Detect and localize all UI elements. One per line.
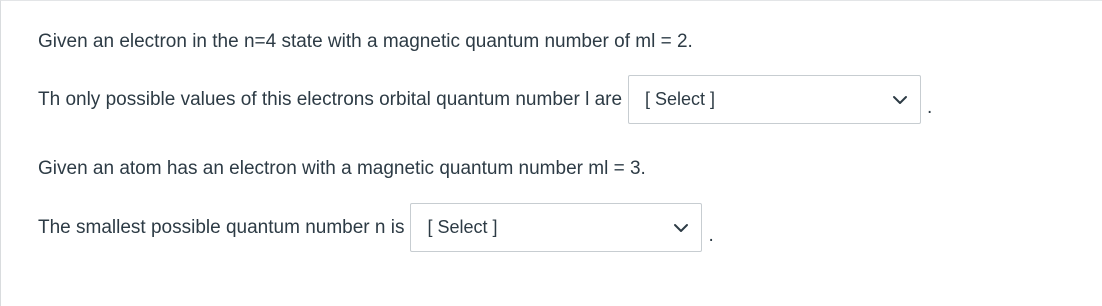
chevron-down-icon (673, 220, 689, 236)
question-2-statement-line (38, 156, 646, 182)
question-2-prompt: The smallest possible quantum number n is (38, 216, 405, 238)
question-2-dropdown-value: [ Select ] (427, 217, 498, 237)
question-1-answer-line (38, 75, 932, 124)
question-2-answer-line (38, 203, 714, 252)
question-1-statement-line (38, 29, 693, 55)
question-2-statement: Given an atom has an electron with a magnetic quantum number ml = 3. (38, 158, 646, 179)
question-2-dropdown[interactable] (410, 203, 702, 252)
chevron-down-icon (892, 92, 908, 108)
question-1-period: . (927, 96, 933, 118)
question-1-dropdown-value: [ Select ] (645, 89, 716, 109)
question-2-period: . (708, 224, 714, 246)
question-1-dropdown[interactable] (628, 75, 921, 124)
question-1-prompt: Th only possible values of this electrons orbital quantum number l are (38, 88, 623, 110)
question-1-statement: Given an electron in the n=4 state with a magnetic quantum number of ml = 2. (38, 31, 693, 52)
